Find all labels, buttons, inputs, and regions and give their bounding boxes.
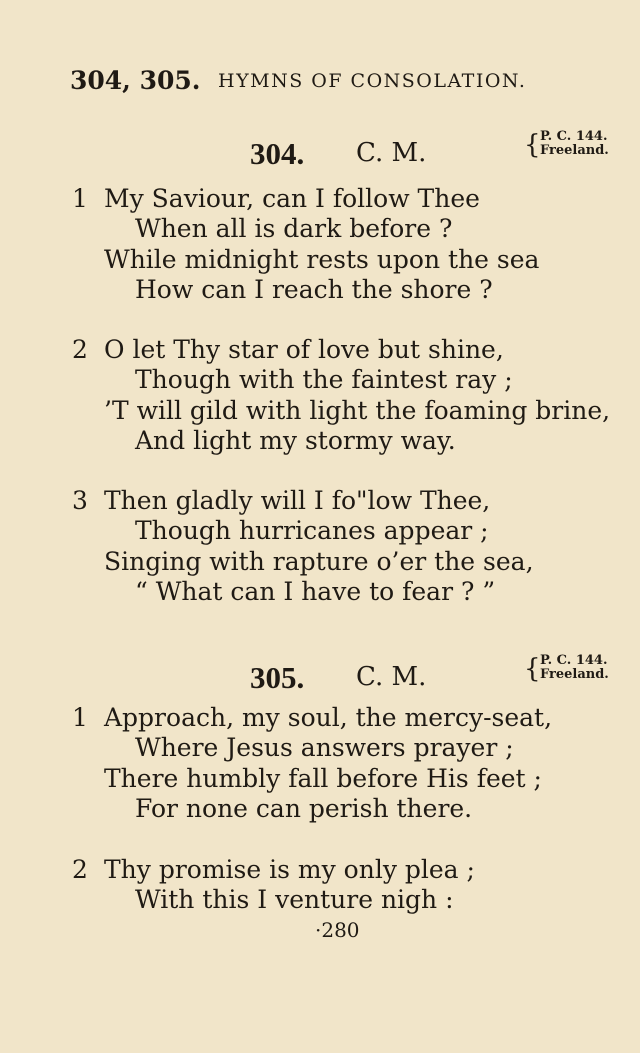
running-header (70, 66, 570, 100)
verse-number: 1 (72, 703, 88, 732)
verse-line: While midnight rests upon the sea (104, 245, 540, 274)
verse-line: O let Thy star of love but shine, (104, 335, 504, 364)
verse-line: For none can perish there. (135, 794, 473, 823)
verse-line: Then gladly will I fo"low Thee, (104, 486, 491, 515)
verse-line: Though hurricanes appear ; (135, 516, 489, 545)
verse-line: ’T will gild with light the foaming brine, (104, 396, 611, 425)
verse-line: Thy promise is my only plea ; (104, 855, 475, 884)
verse-line: Singing with rapture o’er the sea, (104, 547, 534, 576)
tune-ref-number: P. C. 144. (540, 653, 608, 668)
page-number: ·280 (315, 918, 360, 942)
verse-number: 2 (72, 855, 88, 884)
verse-line: When all is dark before ? (135, 214, 453, 243)
verse-line: My Saviour, can I follow Thee (104, 184, 480, 213)
verse-number: 2 (72, 335, 88, 364)
verse-line: How can I reach the shore ? (135, 275, 493, 304)
tune-ref-number: P. C. 144. (540, 129, 608, 144)
verse-number: 1 (72, 184, 88, 213)
hymn-number: 304. (250, 136, 305, 171)
hymn-304-heading (0, 129, 640, 172)
verse-line: And light my stormy way. (135, 426, 456, 455)
tune-name: Freeland. (540, 667, 609, 682)
brace-glyph: { (524, 654, 541, 684)
tune-name: Freeland. (540, 143, 609, 158)
verse-line: Though with the faintest ray ; (135, 365, 513, 394)
verse-line: “ What can I have to fear ? ” (135, 577, 496, 606)
hymn-number: 305. (250, 660, 305, 695)
verse-number: 3 (72, 486, 88, 515)
verse-line: Where Jesus answers prayer ; (135, 733, 514, 762)
hymn-meter: C. M. (356, 662, 427, 692)
verse-line: Approach, my soul, the mercy-seat, (104, 703, 553, 732)
hymn-305-heading (0, 653, 640, 696)
header-title: HYMNS OF CONSOLATION. (218, 70, 527, 92)
header-hymn-numbers: 304, 305. (70, 66, 201, 95)
hymn-meter: C. M. (356, 138, 427, 168)
verse-line: There humbly fall before His feet ; (104, 764, 542, 793)
brace-glyph: { (524, 130, 541, 160)
verse-line: With this I venture nigh : (135, 885, 454, 914)
